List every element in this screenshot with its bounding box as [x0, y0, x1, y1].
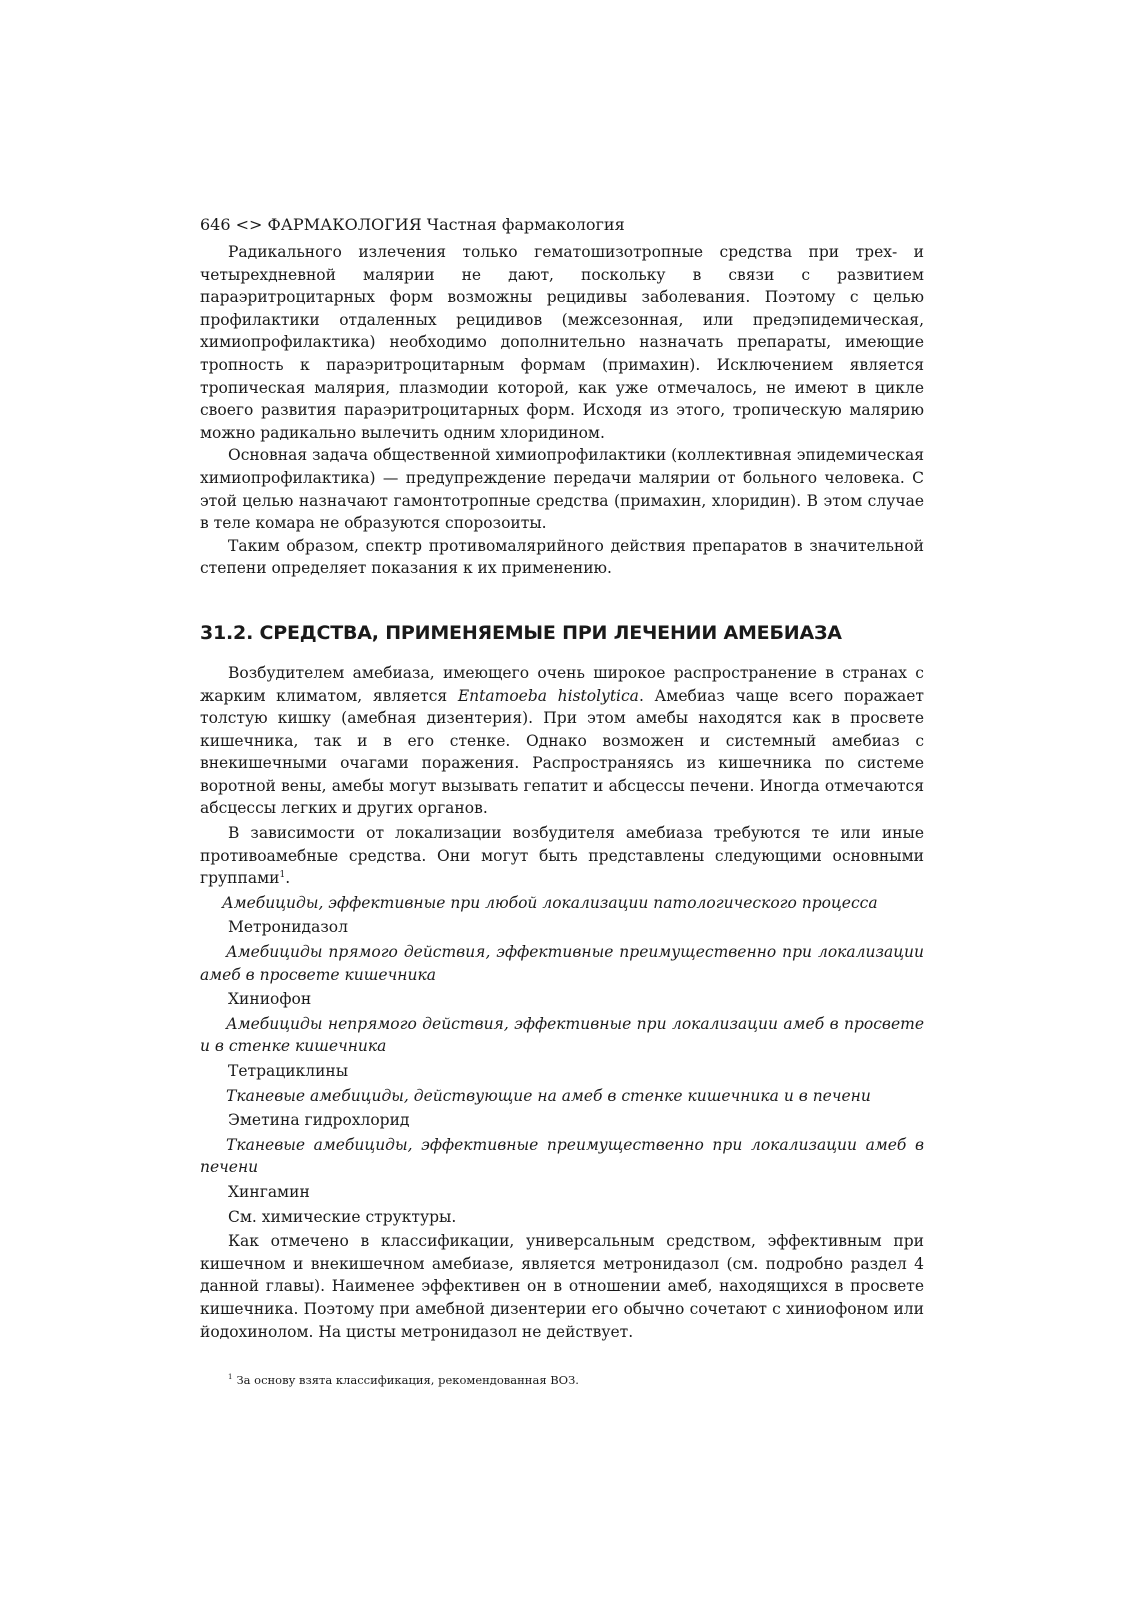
paragraph-final: Как отмечено в классификации, универсальным средством, эффективным при кишечном и внекишечном амебиазе, является метронидазол (см. подробно раздел 4 данной главы). Наименее эффективен он в отношении амеб, находящихся в просвете кишечника. Поэтому при амебной дизентерии его обычно сочетают с хиниофоном или йодохинолом. На цисты метронидазол не действует.: [200, 1232, 924, 1341]
paragraph-groups: [200, 822, 924, 890]
drug-name: Эметина гидрохлорид: [228, 1111, 410, 1130]
category-heading: Амебициды, эффективные при любой локализации патологического процесса: [222, 893, 878, 912]
text: . Амебиаз чаще всего поражает толстую кишку (амебная дизентерия). При этом амебы находятся как в просвете кишечника, так и в его стенке. Однако возможен и системный амебиаз с внекишечными очагами поражения. Распространяясь из кишечника по системе воротной вены, амебы могут вызывать гепатит и абсцессы печени. Иногда отмечаются абсцессы легких и других органов.: [200, 686, 924, 818]
species-name: Entamoeba histolytica: [457, 686, 639, 705]
footnote-mark: 1: [228, 1373, 233, 1381]
text: В зависимости от локализации возбудителя амебиаза требуются те или иные противоамебные средства. Они могут быть представлены следующими основными группами: [200, 824, 924, 888]
category-heading: Амебициды непрямого действия, эффективные при локализации амеб в просвете и в стенке кишечника: [200, 1014, 924, 1056]
paragraph: Основная задача общественной химиопрофилактики (коллективная эпидемическая химиопрофилактика) — предупреждение передачи малярии от больного человека. С этой целью назначают гамонтотропные средства (примахин, хлоридин). В этом случае в теле комара не образуются спорозоиты.: [200, 446, 924, 533]
text: Возбудителем амебиаза, имеющего очень широкое распространение в странах с жарким климатом, является: [200, 663, 924, 705]
paragraph: Радикального излечения только гематошизотропные средства при трех- и четырехдневной малярии не дают, поскольку в связи с развитием параэритроцитарных форм возможны рецидивы заболевания. Поэтому с целью профилактики отдаленных рецидивов (межсезонная, или предэпидемическая, химиопрофилактика) необходимо дополнительно назначать препараты, имеющие тропность к параэритроцитарным формам (примахин). Исключением является тропическая малярия, плазмодии которой, как уже отмечалось, не имеют в цикле своего развития параэритроцитарных форм. Исходя из этого, тропическую малярию можно радикально вылечить одним хлоридином.: [200, 243, 924, 442]
footnote: [228, 1370, 579, 1388]
category-heading: Тканевые амебициды, действующие на амеб в стенке кишечника и в печени: [226, 1086, 871, 1105]
category-heading: Тканевые амебициды, эффективные преимущественно при локализации амеб в печени: [200, 1135, 924, 1177]
drug-name: Метронидазол: [228, 918, 348, 937]
page-body: [200, 214, 924, 1343]
footnote-ref: 1: [279, 870, 286, 881]
drug-name: Тетрациклины: [228, 1062, 349, 1080]
section-title: 31.2. СРЕДСТВА, ПРИМЕНЯЕМЫЕ ПРИ ЛЕЧЕНИИ АМЕБИАЗА: [200, 621, 842, 644]
structures-note: См. химические структуры.: [228, 1207, 457, 1226]
text: .: [285, 869, 291, 888]
paragraph-amoebiasis: [200, 662, 924, 820]
paragraph: Таким образом, спектр противомалярийного действия препаратов в значительной степени определяет показания к их применению.: [200, 536, 924, 578]
drug-name: Хиниофон: [228, 990, 312, 1009]
running-header: 646 <> ФАРМАКОЛОГИЯ Частная фармакология: [200, 215, 625, 234]
category-heading: Амебициды прямого действия, эффективные преимущественно при локализации амеб в просвете кишечника: [200, 943, 924, 984]
footnote-text: За основу взята классификация, рекомендованная ВОЗ.: [236, 1372, 579, 1387]
drug-name: Хингамин: [228, 1182, 310, 1201]
